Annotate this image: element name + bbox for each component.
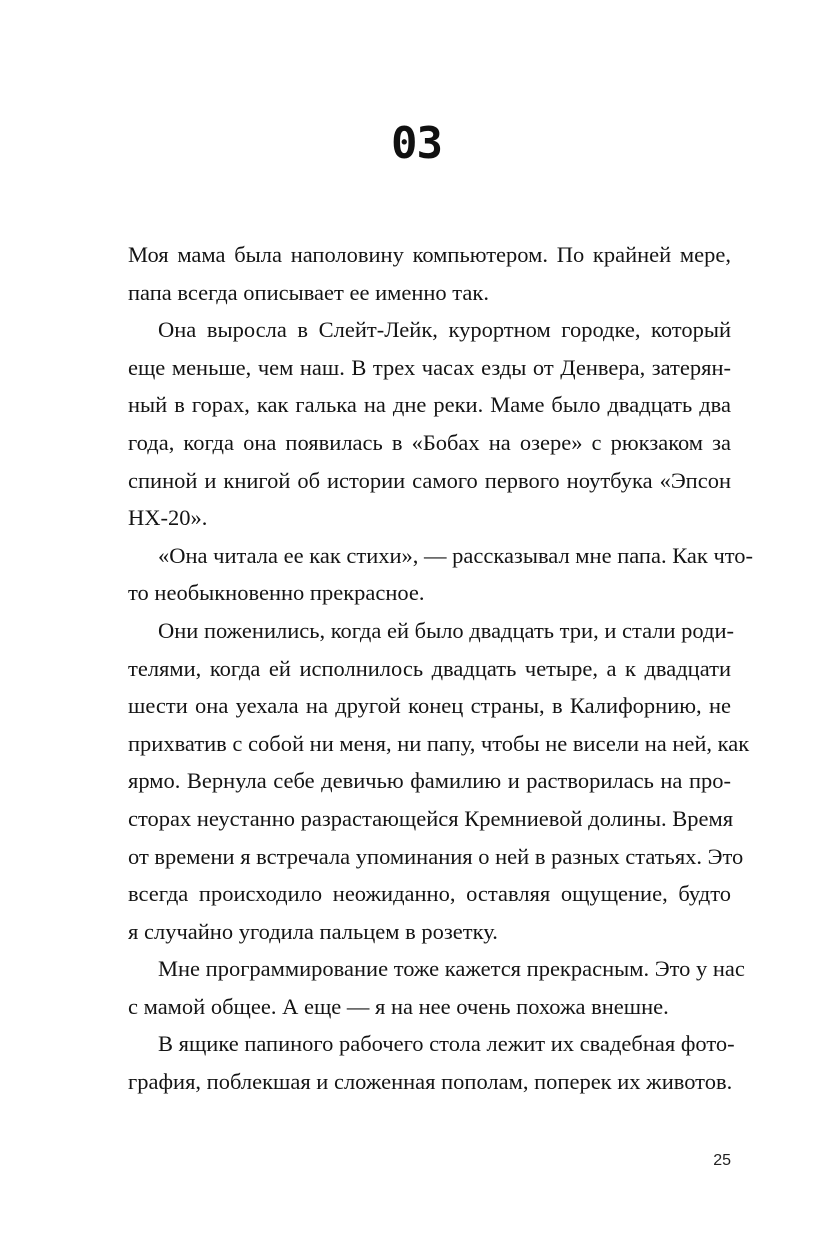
text-line: «Она читала ее как стихи», — рассказывал мне папа. Как что- <box>158 542 754 568</box>
text-line: HX-20». <box>128 505 208 531</box>
text-line: ный в горах, как галька на дне реки. Маме было двадцать два <box>128 392 731 418</box>
text-line: еще меньше, чем наш. В трех часах езды от Денвера, затерян- <box>128 354 731 380</box>
text-line: В ящике папиного рабочего стола лежит их свадебная фото- <box>158 1031 735 1057</box>
body-text <box>128 236 754 1101</box>
text-line: шести она уехала на другой конец страны, в Калифорнию, не <box>128 693 731 719</box>
text-line: Они поженились, когда ей было двадцать три, и стали роди- <box>158 617 734 643</box>
text-line: Мне программирование тоже кажется прекрасным. Это у нас <box>158 956 745 982</box>
text-line: от времени я встречала упоминания о ней в разных статьях. Это <box>128 843 744 869</box>
text-line: папа всегда описывает ее именно так. <box>128 279 489 305</box>
text-line: всегда происходило неожиданно, оставляя ощущение, будто <box>128 881 731 907</box>
text-line: Она выросла в Слейт-Лейк, курортном городке, который <box>158 317 731 343</box>
chapter-number: 03 <box>391 118 442 169</box>
text-line: я случайно угодила пальцем в розетку. <box>128 918 498 944</box>
text-line: года, когда она появилась в «Бобах на озере» с рюкзаком за <box>128 429 731 455</box>
text-line: сторах неустанно разрастающейся Кремниевой долины. Время <box>128 805 734 831</box>
page-number: 25 <box>713 1152 731 1169</box>
text-line: ярмо. Вернула себе девичью фамилию и растворилась на про- <box>128 768 731 794</box>
text-line: прихватив с собой ни меня, ни папу, чтобы не висели на ней, как <box>128 730 750 756</box>
text-line: Моя мама была наполовину компьютером. По крайней мере, <box>128 242 731 267</box>
text-line: телями, когда ей исполнилось двадцать четыре, а к двадцати <box>128 655 731 681</box>
text-line: с мамой общее. А еще — я на нее очень похожа внешне. <box>128 993 669 1019</box>
text-line: то необыкновенно прекрасное. <box>128 580 425 606</box>
text-line: спиной и книгой об истории самого первого ноутбука «Эпсон <box>128 467 731 493</box>
text-line: графия, поблекшая и сложенная пополам, поперек их животов. <box>128 1069 733 1095</box>
